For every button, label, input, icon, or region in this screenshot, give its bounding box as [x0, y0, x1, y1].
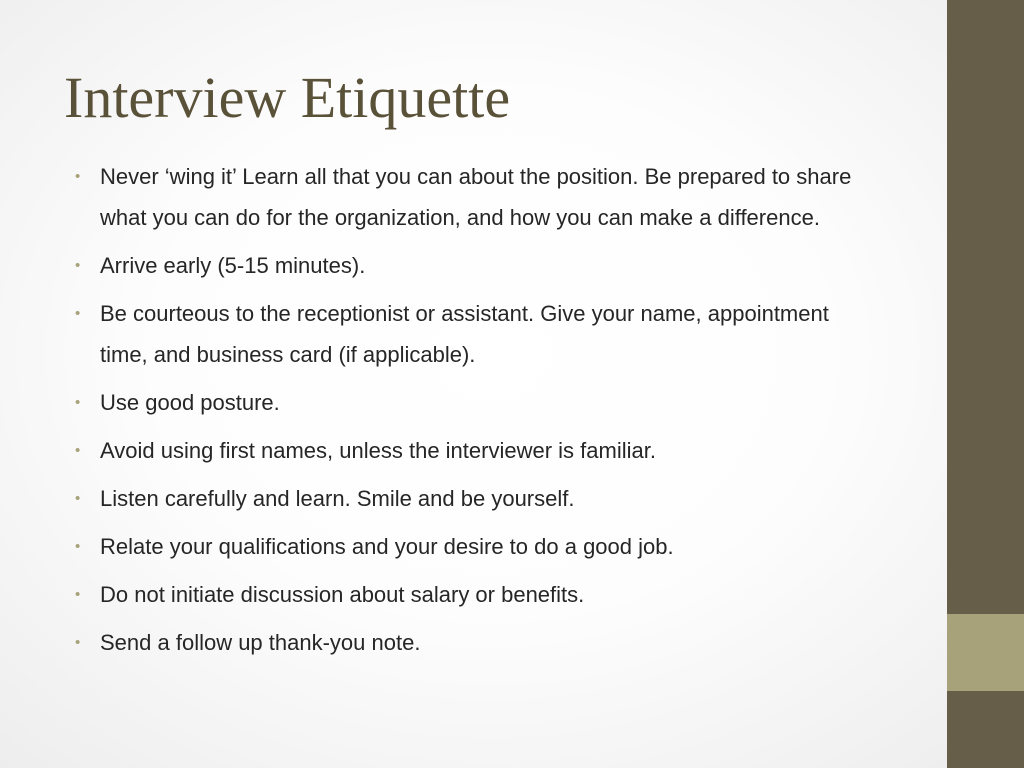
bullet-item — [75, 478, 875, 519]
bullet-text: Use good posture. — [100, 390, 280, 415]
bullet-text: Do not initiate discussion about salary or benefits. — [100, 582, 585, 607]
bullet-icon: • — [75, 257, 81, 274]
bullet-text: Never ‘wing it’ Learn all that you can about the position. Be prepared to share what you can do for the organization, and how you can make a difference. — [100, 164, 852, 230]
bullet-text: Listen carefully and learn. Smile and be yourself. — [100, 486, 575, 511]
bullet-text: Arrive early (5-15 minutes). — [100, 253, 366, 278]
bullet-text: Send a follow up thank-you note. — [100, 630, 421, 655]
bullet-icon: • — [75, 490, 81, 507]
bullet-text: Relate your qualifications and your desire to do a good job. — [100, 534, 674, 559]
bullet-text: Be courteous to the receptionist or assistant. Give your name, appointment time, and business card (if applicable). — [100, 301, 829, 367]
bullet-item — [75, 293, 875, 375]
slide-title: Interview Etiquette — [64, 65, 511, 130]
bullet-item — [75, 382, 875, 423]
bullet-list — [75, 156, 875, 670]
bullet-item — [75, 622, 875, 663]
bullet-icon: • — [75, 538, 81, 555]
bullet-icon: • — [75, 168, 81, 185]
bullet-item — [75, 430, 875, 471]
bullet-icon: • — [75, 442, 81, 459]
bullet-item — [75, 156, 875, 238]
bullet-item — [75, 526, 875, 567]
bullet-icon: • — [75, 394, 81, 411]
bullet-item — [75, 574, 875, 615]
bullet-icon: • — [75, 586, 81, 603]
side-decoration-accent — [947, 614, 1024, 691]
bullet-text: Avoid using first names, unless the interviewer is familiar. — [100, 438, 656, 463]
bullet-item — [75, 245, 875, 286]
bullet-icon: • — [75, 305, 81, 322]
bullet-icon: • — [75, 634, 81, 651]
